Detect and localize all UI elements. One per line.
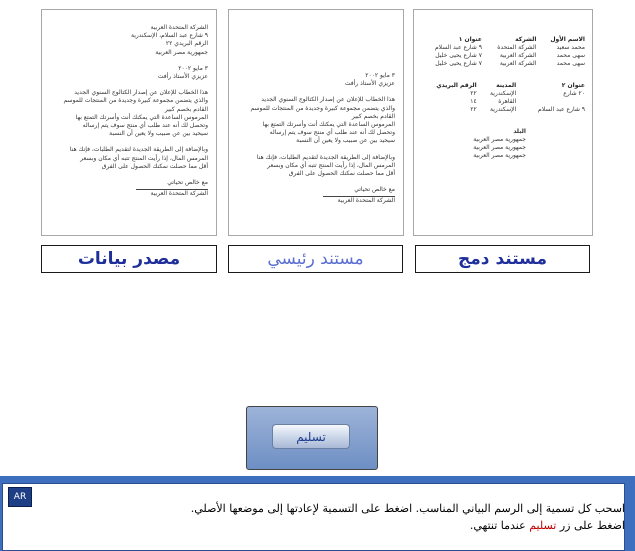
letter-line: الرقم البريدي ٢٢ bbox=[165, 40, 208, 48]
table-row bbox=[418, 60, 586, 68]
table-cell bbox=[517, 98, 586, 106]
language-badge[interactable]: AR bbox=[8, 487, 32, 507]
letter-line: المرمس المال، إذا رأيت المنتج تتبه أي مكان وبسعر bbox=[80, 154, 208, 162]
label-data-source[interactable]: مصدر بيانات bbox=[41, 245, 217, 273]
table-cell: ٧ شارع يحيى خليل bbox=[435, 52, 482, 59]
letter-line: الشركة المتحدة العربية bbox=[150, 190, 208, 198]
letter-line: أقل مما حصلت نمكنك الحصول على الفرق bbox=[288, 170, 395, 178]
label-main-document[interactable]: مستند رئيسي bbox=[228, 245, 403, 273]
letter-line: وبالإضافة إلى الطريقة الجديدة لتقديم الطلبات، فإنك هنا bbox=[256, 153, 395, 161]
table-cell: ٢٢ bbox=[470, 106, 477, 113]
letter-line: المرمس المال، إذا رأيت المنتج تتبه أي مكان وبسعر bbox=[267, 161, 395, 169]
country-header: البلد bbox=[513, 128, 526, 135]
letter-line: عزيزي الأستاذ رأفت bbox=[344, 80, 395, 88]
letter-line: سيحيد بين عن صبيب ولا يعين أن النسبة bbox=[109, 130, 208, 138]
table-cell: الإسكندرية bbox=[490, 90, 517, 97]
letter-line: وبالإضافة إلى الطريقة الجديدة لتقديم الطلبات، فإنك هنا bbox=[69, 146, 208, 154]
table-row bbox=[418, 44, 586, 52]
table-cell: ٩ شارع عبد السلام bbox=[538, 106, 585, 113]
letter-line: المرموس الساعدة التي يمكنك أنت وأسرتك التمتع بها bbox=[75, 113, 208, 121]
letter-line: والذي يتضمن مجموعة كبيرة وجديدة من المنتجات للموسم bbox=[63, 97, 208, 105]
letter-line: هذا الخطاب للإعلان عن إصدار الكتالوج السنوي الجديد bbox=[74, 89, 208, 97]
instruction-line-1: اسحب كل تسمية إلى الرسم البياني المناسب. اضغط على التسمية لإعادتها إلى موضعها الأصلي. bbox=[190, 502, 625, 515]
table-cell: ١٤ bbox=[470, 98, 477, 105]
table-row bbox=[418, 52, 586, 60]
table-cell: محمد سعيد bbox=[556, 44, 585, 51]
letter-line: القادم بخصم كبير bbox=[351, 112, 395, 120]
table-cell: ٩ شارع عبد السلام bbox=[434, 44, 482, 51]
submit-button[interactable]: تسليم bbox=[272, 424, 350, 449]
table-cell: ٢٢ bbox=[470, 90, 477, 97]
letter-line: المرموس الساعدة التي يمكنك أنت وأسرتك التمتع بها bbox=[262, 121, 395, 129]
letter-line: والذي يتضمن مجموعة كبيرة وجديدة من المنتجات للموسم bbox=[250, 104, 395, 112]
table-cell: الشركة العربية bbox=[499, 60, 537, 67]
label-merge-document[interactable]: مستند دمج bbox=[415, 245, 590, 273]
letter-line: الشركة المتحدة العربية bbox=[337, 197, 395, 205]
table-cell: القاهرة bbox=[498, 98, 517, 105]
instruction-line-2: اضغط على زر تسليم عندما تنتهي. bbox=[469, 519, 625, 532]
letter-line: سيحيد بين عن صبيب ولا يعين أن النسبة bbox=[296, 137, 395, 145]
letter-line: أقل مما حصلت نمكنك الحصول على الفرق bbox=[101, 162, 208, 170]
letter-preview-middle bbox=[228, 9, 404, 236]
data-table-middle bbox=[418, 82, 586, 114]
table-cell: الشركة المتحدة bbox=[497, 44, 537, 51]
instruction-text bbox=[65, 500, 625, 534]
table-cell: ٧ شارع يحيى خليل bbox=[435, 60, 482, 67]
table-header: المدينة bbox=[496, 82, 517, 89]
letter-line: ٩ شارع عبد السلام، الإسكندرية bbox=[131, 32, 208, 40]
letter-line: ٣ مايو ٢٠٠٢ bbox=[365, 72, 395, 79]
table-row bbox=[418, 90, 586, 98]
table-cell: سهى محمد bbox=[556, 60, 585, 67]
letter-line: وتحصل لك أنه عند طلب أي منتج سوف يتم إرساله bbox=[82, 122, 208, 130]
letter-line: مع خالص تحياتي bbox=[354, 186, 395, 194]
table-cell: الشركة العربية bbox=[499, 52, 537, 59]
table-cell: الإسكندرية bbox=[490, 106, 517, 113]
letter-line: الشركة المتحدة العربية bbox=[150, 24, 208, 31]
letter-line: القادم بخصم كبير bbox=[164, 105, 208, 113]
data-table-top bbox=[418, 36, 586, 68]
country-cell: جمهورية مصر العربية bbox=[473, 144, 526, 152]
country-cell: جمهورية مصر العربية bbox=[473, 152, 526, 160]
table-row bbox=[418, 98, 586, 106]
table-header: عنوان ٢ bbox=[561, 82, 585, 89]
data-table-preview bbox=[413, 9, 593, 236]
table-row bbox=[418, 106, 586, 114]
letter-line: ٣ مايو ٢٠٠٢ bbox=[178, 64, 208, 72]
country-cell: جمهورية مصر العربية bbox=[473, 136, 526, 144]
letter-line: هذا الخطاب للإعلان عن إصدار الكتالوج السنوي الجديد bbox=[261, 96, 395, 104]
letter-line: وتحصل لك أنه عند طلب أي منتج سوف يتم إرساله bbox=[269, 129, 395, 137]
table-header: عنوان ١ bbox=[458, 36, 482, 43]
table-header: الشركة bbox=[515, 36, 537, 43]
table-header: الاسم الأول bbox=[550, 36, 585, 43]
letter-line: عزيزي الأستاذ رأفت bbox=[157, 73, 208, 81]
letter-line: مع خالص تحياتي bbox=[167, 179, 208, 187]
table-cell: سهى محمد bbox=[556, 52, 585, 59]
letter-line: جمهورية مصر العربية bbox=[155, 48, 208, 56]
submit-panel bbox=[246, 406, 378, 470]
letter-preview-left bbox=[41, 9, 217, 236]
table-header: الرقم البريدي bbox=[436, 82, 477, 89]
table-cell: ٢٠ شارع bbox=[563, 90, 585, 97]
